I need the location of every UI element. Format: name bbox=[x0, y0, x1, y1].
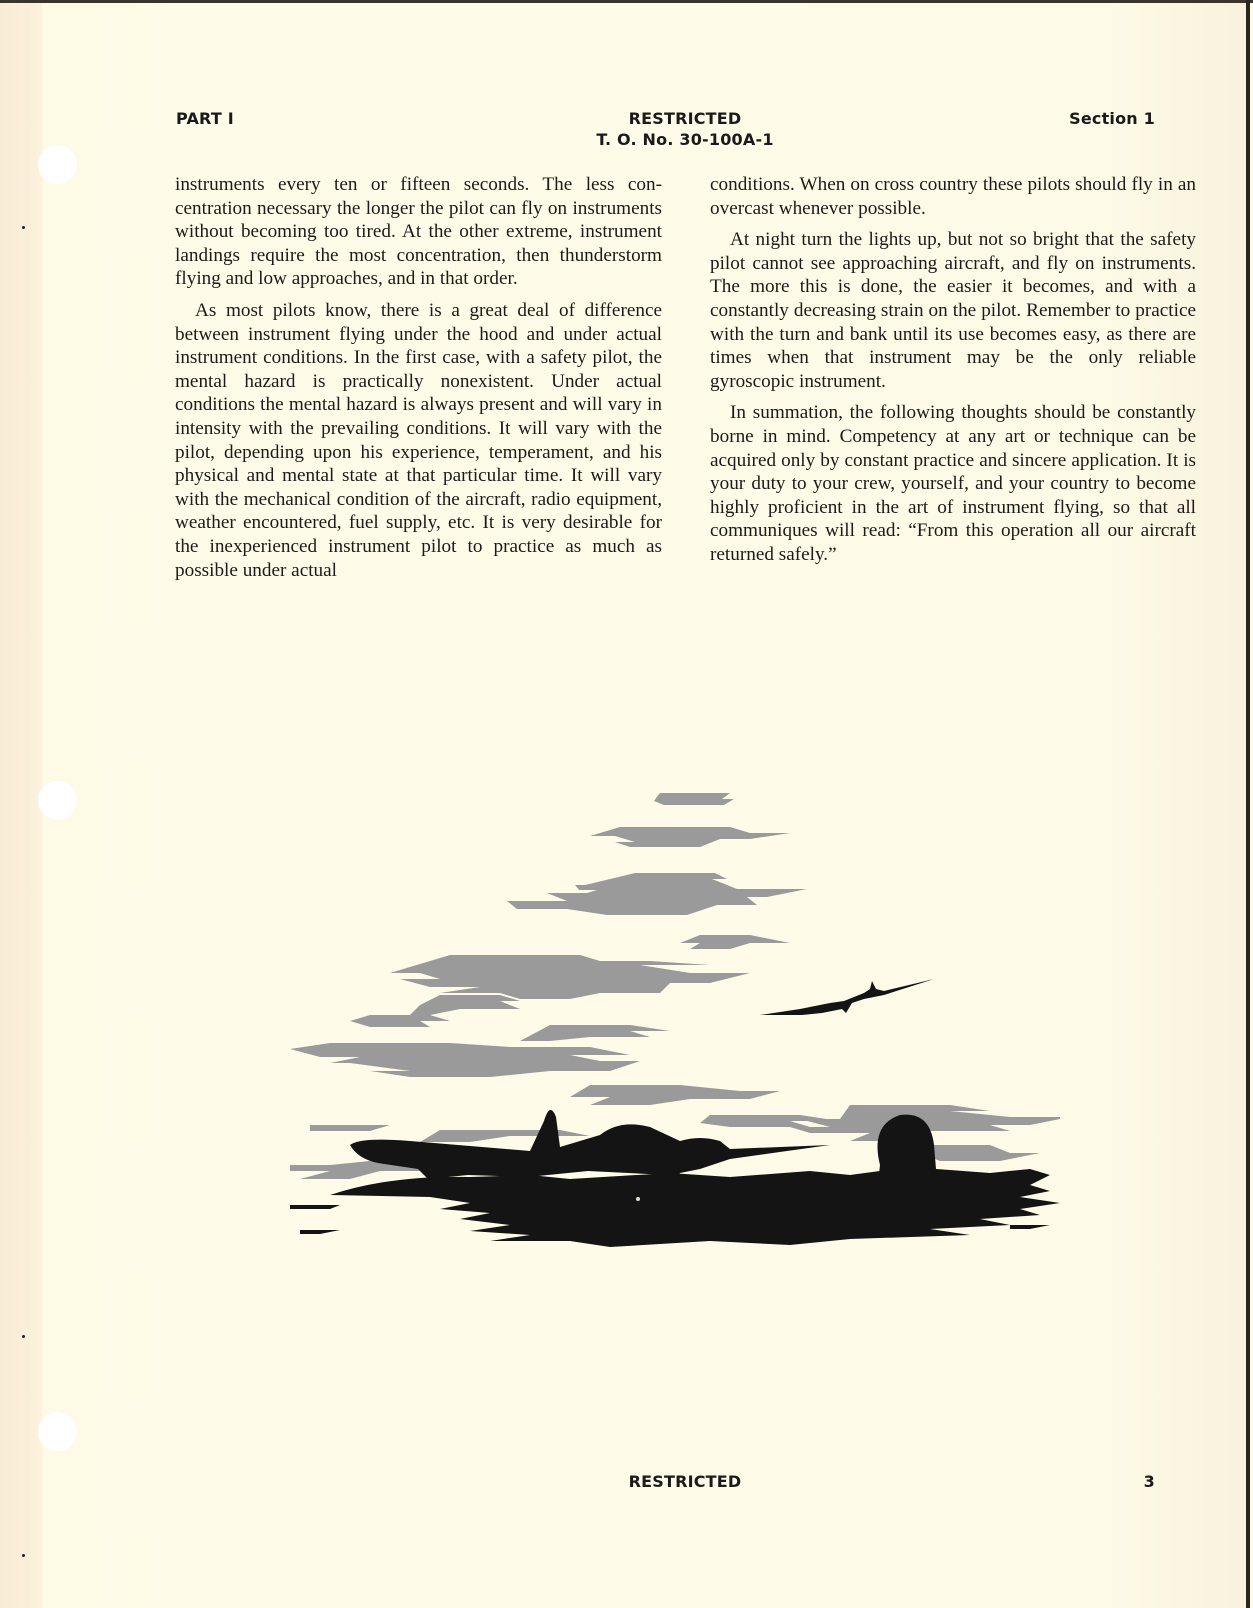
paragraph: As most pilots know, there is a great deal of difference between instrument flying under the hood and under actual instrument conditions. In the first case, with a safety pilot, the mental hazard is practically nonexistent. Under actual conditions the mental hazard is always present and will vary in intensity with the prevailing conditions. It will vary with the pilot, depending upon his experience, temperament, and his physical and mental state at that particular time. It will vary with the mechanical condition of the aircraft, radio equipment, weather encountered, fuel supply, etc. It is very desirable for the inexperienced instrument pilot to practice as much as possible under actual bbox=[175, 299, 662, 581]
text-column-left bbox=[175, 173, 662, 590]
paragraph: In summation, the following thoughts should be constantly borne in mind. Competency at any art or technique can be acquired only by constant practice and sincere application. It is your duty to your crew, yourself, and your country to become highly proficient in the art of instrument flying, so that all communiques will read: “From this operation all our aircraft returned safely.” bbox=[710, 402, 1196, 565]
header-document-number: T. O. No. 30-100A-1 bbox=[596, 130, 774, 149]
punch-hole-middle bbox=[38, 781, 77, 820]
paragraph: conditions. When on cross country these pilots should fly in an overcast whenever possible. bbox=[710, 174, 1196, 219]
text-column-right bbox=[710, 173, 1196, 575]
header-section: Section 1 bbox=[1069, 109, 1155, 128]
speck bbox=[22, 1335, 25, 1338]
footer-classification: RESTRICTED bbox=[628, 1472, 742, 1491]
paragraph: At night turn the lights up, but not so bright that the safety pilot cannot see approaching aircraft, and fly on instruments. The more this is done, the easier it becomes, and with a constantly decreasing strain on the pilot. Remember to practice with the turn and bank until its use becomes easy, as there are times when that instrument may be the only reliable gyroscopic instrument. bbox=[710, 229, 1196, 392]
speck bbox=[636, 1197, 640, 1201]
punch-hole-bottom bbox=[38, 1412, 77, 1451]
footer-page-number: 3 bbox=[1143, 1472, 1155, 1491]
flying-bomber-icon bbox=[760, 979, 934, 1015]
speck bbox=[22, 226, 25, 229]
scan-edge-top bbox=[0, 0, 1253, 3]
header-part: PART I bbox=[176, 109, 234, 128]
bomber-silhouette-illustration bbox=[290, 785, 1060, 1305]
speck bbox=[22, 1554, 25, 1557]
clouds-icon bbox=[290, 793, 1060, 1179]
paragraph: instruments every ten or fifteen seconds. The less concentration necessary the longer the pilot can fly on instruments without becoming too tired. At the other extreme, instrument landings require the most concentration, then thunderstorm flying and low approaches, and in that order. bbox=[175, 174, 662, 290]
scan-edge-right bbox=[1246, 0, 1250, 1608]
punch-hole-top bbox=[38, 145, 77, 184]
ground-crowd-icon bbox=[290, 1167, 1060, 1247]
header-center bbox=[0, 108, 1253, 150]
header-classification: RESTRICTED bbox=[628, 109, 742, 128]
